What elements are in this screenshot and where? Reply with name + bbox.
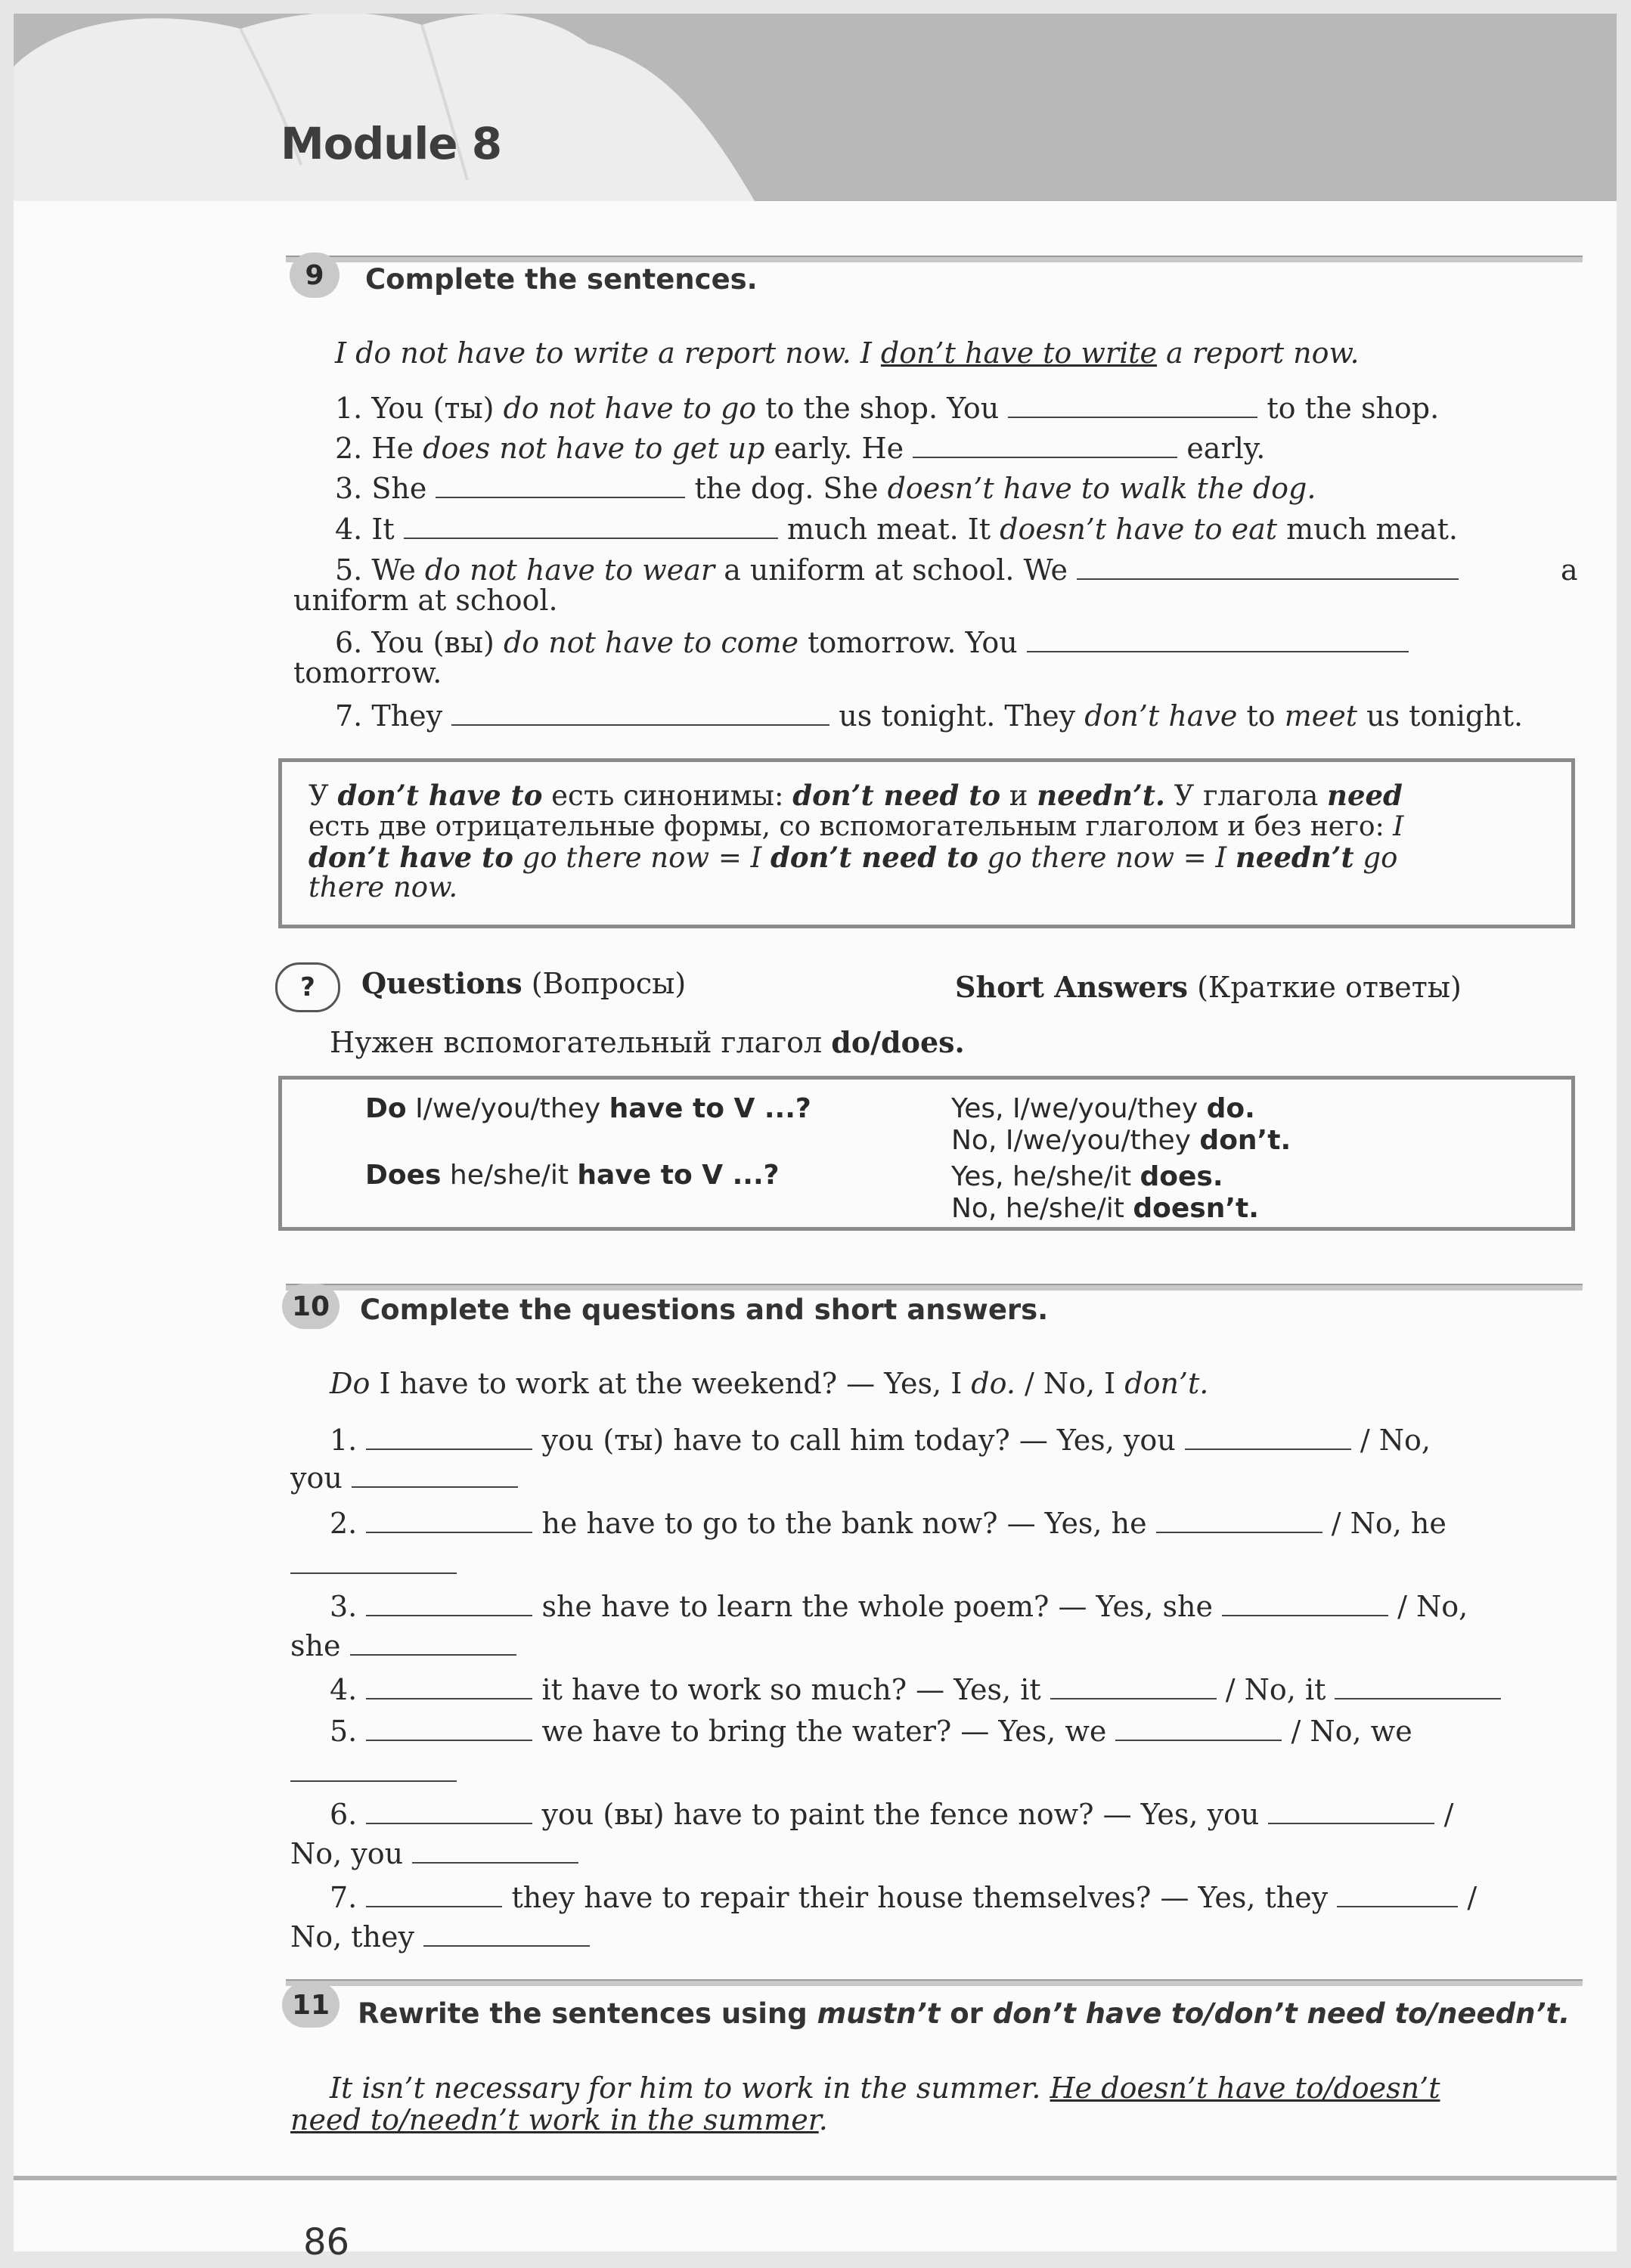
item-text: early. <box>1177 432 1266 465</box>
item-continuation <box>290 1837 578 1872</box>
answer-blank[interactable] <box>1156 1509 1322 1533</box>
header-decoration <box>14 14 755 201</box>
item-text: to <box>1237 699 1285 733</box>
table-text: Do <box>365 1093 407 1124</box>
item-text: you (вы) have to paint the fence now? — Yes, you <box>532 1798 1269 1831</box>
title-text: don’t have to/don’t need to/needn’t. <box>992 1997 1571 2030</box>
answer-blank[interactable] <box>404 515 778 539</box>
question-mark-icon: ? <box>275 962 340 1012</box>
short-answer <box>951 1160 1223 1193</box>
example-sentence <box>290 2103 828 2138</box>
example-sentence <box>330 1367 1208 1402</box>
item-text: doesn’t have to eat <box>1000 513 1278 546</box>
exercise-title: Complete the questions and short answers. <box>360 1294 1049 1326</box>
title-text: Rewrite the sentences using <box>358 1997 817 2030</box>
item-number: 5. <box>330 1715 358 1748</box>
note-text: go <box>1353 841 1398 874</box>
answer-blank[interactable] <box>1050 1675 1217 1699</box>
note-text: есть синонимы: <box>542 779 793 812</box>
item-continuation <box>290 1920 590 1955</box>
item-number: 3. <box>330 1590 358 1623</box>
answer-blank[interactable] <box>1115 1717 1282 1741</box>
aux-text: Нужен вспомогательный глагол <box>330 1026 832 1059</box>
example-text: do. <box>971 1367 1015 1400</box>
answer-blank[interactable] <box>1222 1592 1388 1616</box>
answer-blank[interactable] <box>1268 1800 1434 1824</box>
table-text: don’t. <box>1199 1125 1291 1156</box>
short-answers-heading <box>955 970 1462 1005</box>
short-answer <box>951 1124 1291 1157</box>
answer-blank[interactable] <box>366 1426 532 1450</box>
item-number: 1. <box>335 392 363 425</box>
item-number: 6. <box>330 1798 358 1831</box>
item-text: meet <box>1284 699 1358 733</box>
sentence-item <box>335 513 1458 547</box>
sentence-item <box>335 626 1409 661</box>
note-line <box>309 841 1397 875</box>
table-text: do. <box>1206 1093 1255 1124</box>
answer-blank[interactable] <box>350 1631 516 1656</box>
table-text: doesn’t. <box>1133 1193 1259 1224</box>
note-text: У <box>309 779 338 812</box>
item-text: does not have to get up <box>423 432 765 465</box>
item-number: 2. <box>335 432 363 465</box>
answer-blank[interactable] <box>366 1592 532 1616</box>
answer-blank[interactable] <box>1335 1675 1501 1699</box>
answer-blank[interactable] <box>366 1800 532 1824</box>
note-text: и <box>1000 779 1037 812</box>
answer-blank[interactable] <box>366 1675 532 1699</box>
section-divider <box>286 256 1583 262</box>
item-number: 7. <box>330 1881 358 1914</box>
heading-text: Short Answers <box>955 970 1189 1004</box>
grammar-note-box <box>278 758 1575 928</box>
item-text: No, you <box>290 1837 404 1870</box>
module-title: Module 8 <box>281 118 502 169</box>
example-answer: He doesn’t have to/doesn’t <box>1050 2071 1440 2105</box>
table-text: Does <box>365 1160 442 1191</box>
question-item <box>330 1715 1412 1749</box>
answer-blank[interactable] <box>366 1883 502 1907</box>
example-sentence <box>330 2071 1440 2106</box>
item-text: it have to work so much? — Yes, it <box>532 1673 1050 1706</box>
item-text: you (ты) have to call him today? — Yes, you <box>532 1424 1185 1457</box>
sentence-item <box>335 432 1265 466</box>
item-text: she have to learn the whole poem? — Yes, she <box>532 1590 1223 1623</box>
item-text: the dog. She <box>685 472 888 505</box>
note-keyword: don’t have to <box>337 779 543 812</box>
item-text: they have to repair their house themselves? — Yes, they <box>502 1881 1338 1914</box>
question-form <box>365 1092 811 1125</box>
item-text: us tonight. <box>1357 699 1524 733</box>
item-text: us tonight. They <box>829 699 1085 733</box>
item-text: we have to bring the water? — Yes, we <box>532 1715 1116 1748</box>
note-keyword: need <box>1327 779 1403 812</box>
aux-text: do/does. <box>831 1025 965 1059</box>
answer-blank[interactable] <box>436 474 685 498</box>
example-text: It isn’t necessary for him to work in the summer. <box>330 2071 1050 2105</box>
item-text: do not have to come <box>503 626 799 659</box>
item-number: 2. <box>330 1507 358 1540</box>
title-text: mustn’t <box>817 1997 941 2030</box>
item-text: / No, it <box>1216 1673 1335 1706</box>
item-number: 1. <box>330 1424 358 1457</box>
item-text: much meat. <box>1277 513 1458 546</box>
answer-blank[interactable] <box>1077 556 1459 580</box>
note-text: I <box>1393 811 1404 842</box>
item-text: doesn’t have to walk the dog. <box>887 472 1316 505</box>
example-text: a report now. <box>1156 336 1360 370</box>
heading-text: Questions <box>361 966 522 1000</box>
note-keyword: don’t need to <box>770 841 978 874</box>
item-text: much meat. It <box>777 513 1000 546</box>
item-number: 6. <box>335 626 363 659</box>
item-text: He <box>371 432 423 465</box>
table-text: he/she/it <box>441 1160 578 1191</box>
table-text: have to V ...? <box>577 1160 780 1191</box>
note-text: У глагола <box>1164 779 1328 812</box>
table-text: Yes, I/we/you/they <box>951 1093 1207 1124</box>
example-text: / No, I <box>1015 1367 1125 1400</box>
item-text: she <box>290 1629 341 1662</box>
answer-blank[interactable] <box>1027 628 1409 652</box>
sentence-item <box>335 553 1459 588</box>
exercise-number-badge: 10 <box>282 1284 340 1329</box>
table-text: does. <box>1140 1161 1223 1192</box>
note-keyword: needn’t. <box>1037 779 1165 812</box>
answer-blank[interactable] <box>451 702 829 726</box>
table-text: I/we/you/they <box>406 1093 609 1124</box>
item-text: No, they <box>290 1920 414 1954</box>
exercise-number-badge: 11 <box>282 1982 340 2028</box>
example-text: don’t. <box>1124 1367 1209 1400</box>
item-continuation: tomorrow. <box>293 656 442 689</box>
note-line: there now. <box>309 871 458 903</box>
item-text: do not have to go <box>503 392 757 425</box>
item-text: / No, <box>1350 1424 1431 1457</box>
answer-blank[interactable] <box>366 1717 532 1741</box>
item-text: you <box>290 1461 343 1495</box>
title-text: or <box>940 1997 993 2030</box>
item-text: She <box>371 472 436 505</box>
table-text: Yes, he/she/it <box>951 1161 1140 1192</box>
item-text: They <box>371 699 452 733</box>
question-item <box>330 1881 1477 1916</box>
item-number: 4. <box>335 513 363 546</box>
item-continuation <box>290 1629 516 1664</box>
grammar-table <box>278 1076 1575 1231</box>
table-text: No, I/we/you/they <box>951 1125 1200 1156</box>
item-number: 5. <box>335 553 363 587</box>
answer-blank[interactable] <box>412 1839 578 1864</box>
item-text: to the shop. <box>1257 392 1440 425</box>
sentence-item <box>335 699 1523 734</box>
note-text: go there now = I <box>978 841 1236 874</box>
item-text: We <box>371 553 425 587</box>
item-text: a uniform at school. We <box>715 553 1078 587</box>
item-number: 3. <box>335 472 363 505</box>
short-answer <box>951 1092 1255 1125</box>
questions-heading <box>361 966 686 1002</box>
question-item <box>330 1424 1431 1458</box>
example-text: I have to work at the weekend? — Yes, I <box>370 1367 972 1400</box>
table-text: No, he/she/it <box>951 1193 1133 1224</box>
answer-blank[interactable] <box>290 1780 457 1782</box>
item-continuation: uniform at school. <box>293 584 558 617</box>
answer-blank[interactable] <box>1337 1883 1458 1907</box>
page-number: 86 <box>303 2221 350 2263</box>
item-text: / <box>1458 1881 1478 1914</box>
question-item <box>330 1507 1447 1541</box>
example-answer: need to/needn’t work in the summer <box>290 2103 819 2136</box>
heading-text: (Краткие ответы) <box>1188 971 1462 1004</box>
note-keyword: don’t need to <box>792 779 1001 812</box>
item-text: / No, <box>1388 1590 1468 1623</box>
exercise-title <box>358 1997 1570 2030</box>
example-text: . <box>818 2103 828 2136</box>
item-text: It <box>371 513 404 546</box>
example-sentence <box>335 336 1360 371</box>
answer-blank[interactable] <box>913 434 1177 458</box>
exercise-title: Complete the sentences. <box>365 263 758 296</box>
question-item <box>330 1798 1453 1833</box>
answer-blank[interactable] <box>366 1509 532 1533</box>
item-text: You (вы) <box>371 626 504 659</box>
item-text: early. He <box>764 432 913 465</box>
table-text: have to V ...? <box>609 1093 811 1124</box>
item-text: / <box>1434 1798 1454 1831</box>
sentence-item <box>335 392 1439 426</box>
auxiliary-note <box>330 1025 965 1061</box>
answer-blank[interactable] <box>1185 1426 1351 1450</box>
item-continuation <box>290 1461 518 1496</box>
section-divider <box>286 1284 1583 1290</box>
short-answer <box>951 1192 1259 1225</box>
note-line <box>309 779 1403 813</box>
note-line <box>309 810 1403 843</box>
exercise-number-badge: 9 <box>290 253 340 298</box>
item-text: a <box>1561 553 1578 587</box>
item-text: do not have to wear <box>424 553 715 587</box>
footer-divider <box>14 2176 1617 2180</box>
sentence-item <box>335 472 1316 507</box>
item-text: he have to go to the bank now? — Yes, he <box>532 1507 1156 1540</box>
item-number: 7. <box>335 699 363 733</box>
answer-blank[interactable] <box>1008 394 1257 418</box>
item-text: don’t have <box>1084 699 1238 733</box>
item-text: tomorrow. You <box>798 626 1027 659</box>
workbook-page <box>14 14 1617 2263</box>
note-keyword: don’t have to <box>309 841 513 874</box>
item-text: You (ты) <box>371 392 504 425</box>
item-text: / No, we <box>1282 1715 1412 1748</box>
question-form <box>365 1159 780 1191</box>
example-text: I do not have to write a report now. I <box>335 336 881 370</box>
note-text: go there now = I <box>513 841 771 874</box>
example-text: Do <box>330 1367 371 1400</box>
item-text: / No, he <box>1322 1507 1447 1540</box>
question-item <box>330 1590 1468 1625</box>
item-number: 4. <box>330 1673 358 1706</box>
heading-text: (Вопросы) <box>522 967 687 1000</box>
answer-blank[interactable] <box>423 1923 590 1947</box>
question-item <box>330 1673 1501 1708</box>
answer-blank[interactable] <box>352 1464 518 1488</box>
example-answer: don’t have to write <box>880 336 1157 370</box>
answer-blank[interactable] <box>290 1572 457 1574</box>
section-divider <box>286 1979 1583 1986</box>
item-text: to the shop. You <box>756 392 1009 425</box>
note-keyword: needn’t <box>1235 841 1354 874</box>
note-text: есть две отрицательные формы, со вспомогательным глаголом и без него: <box>309 811 1394 842</box>
